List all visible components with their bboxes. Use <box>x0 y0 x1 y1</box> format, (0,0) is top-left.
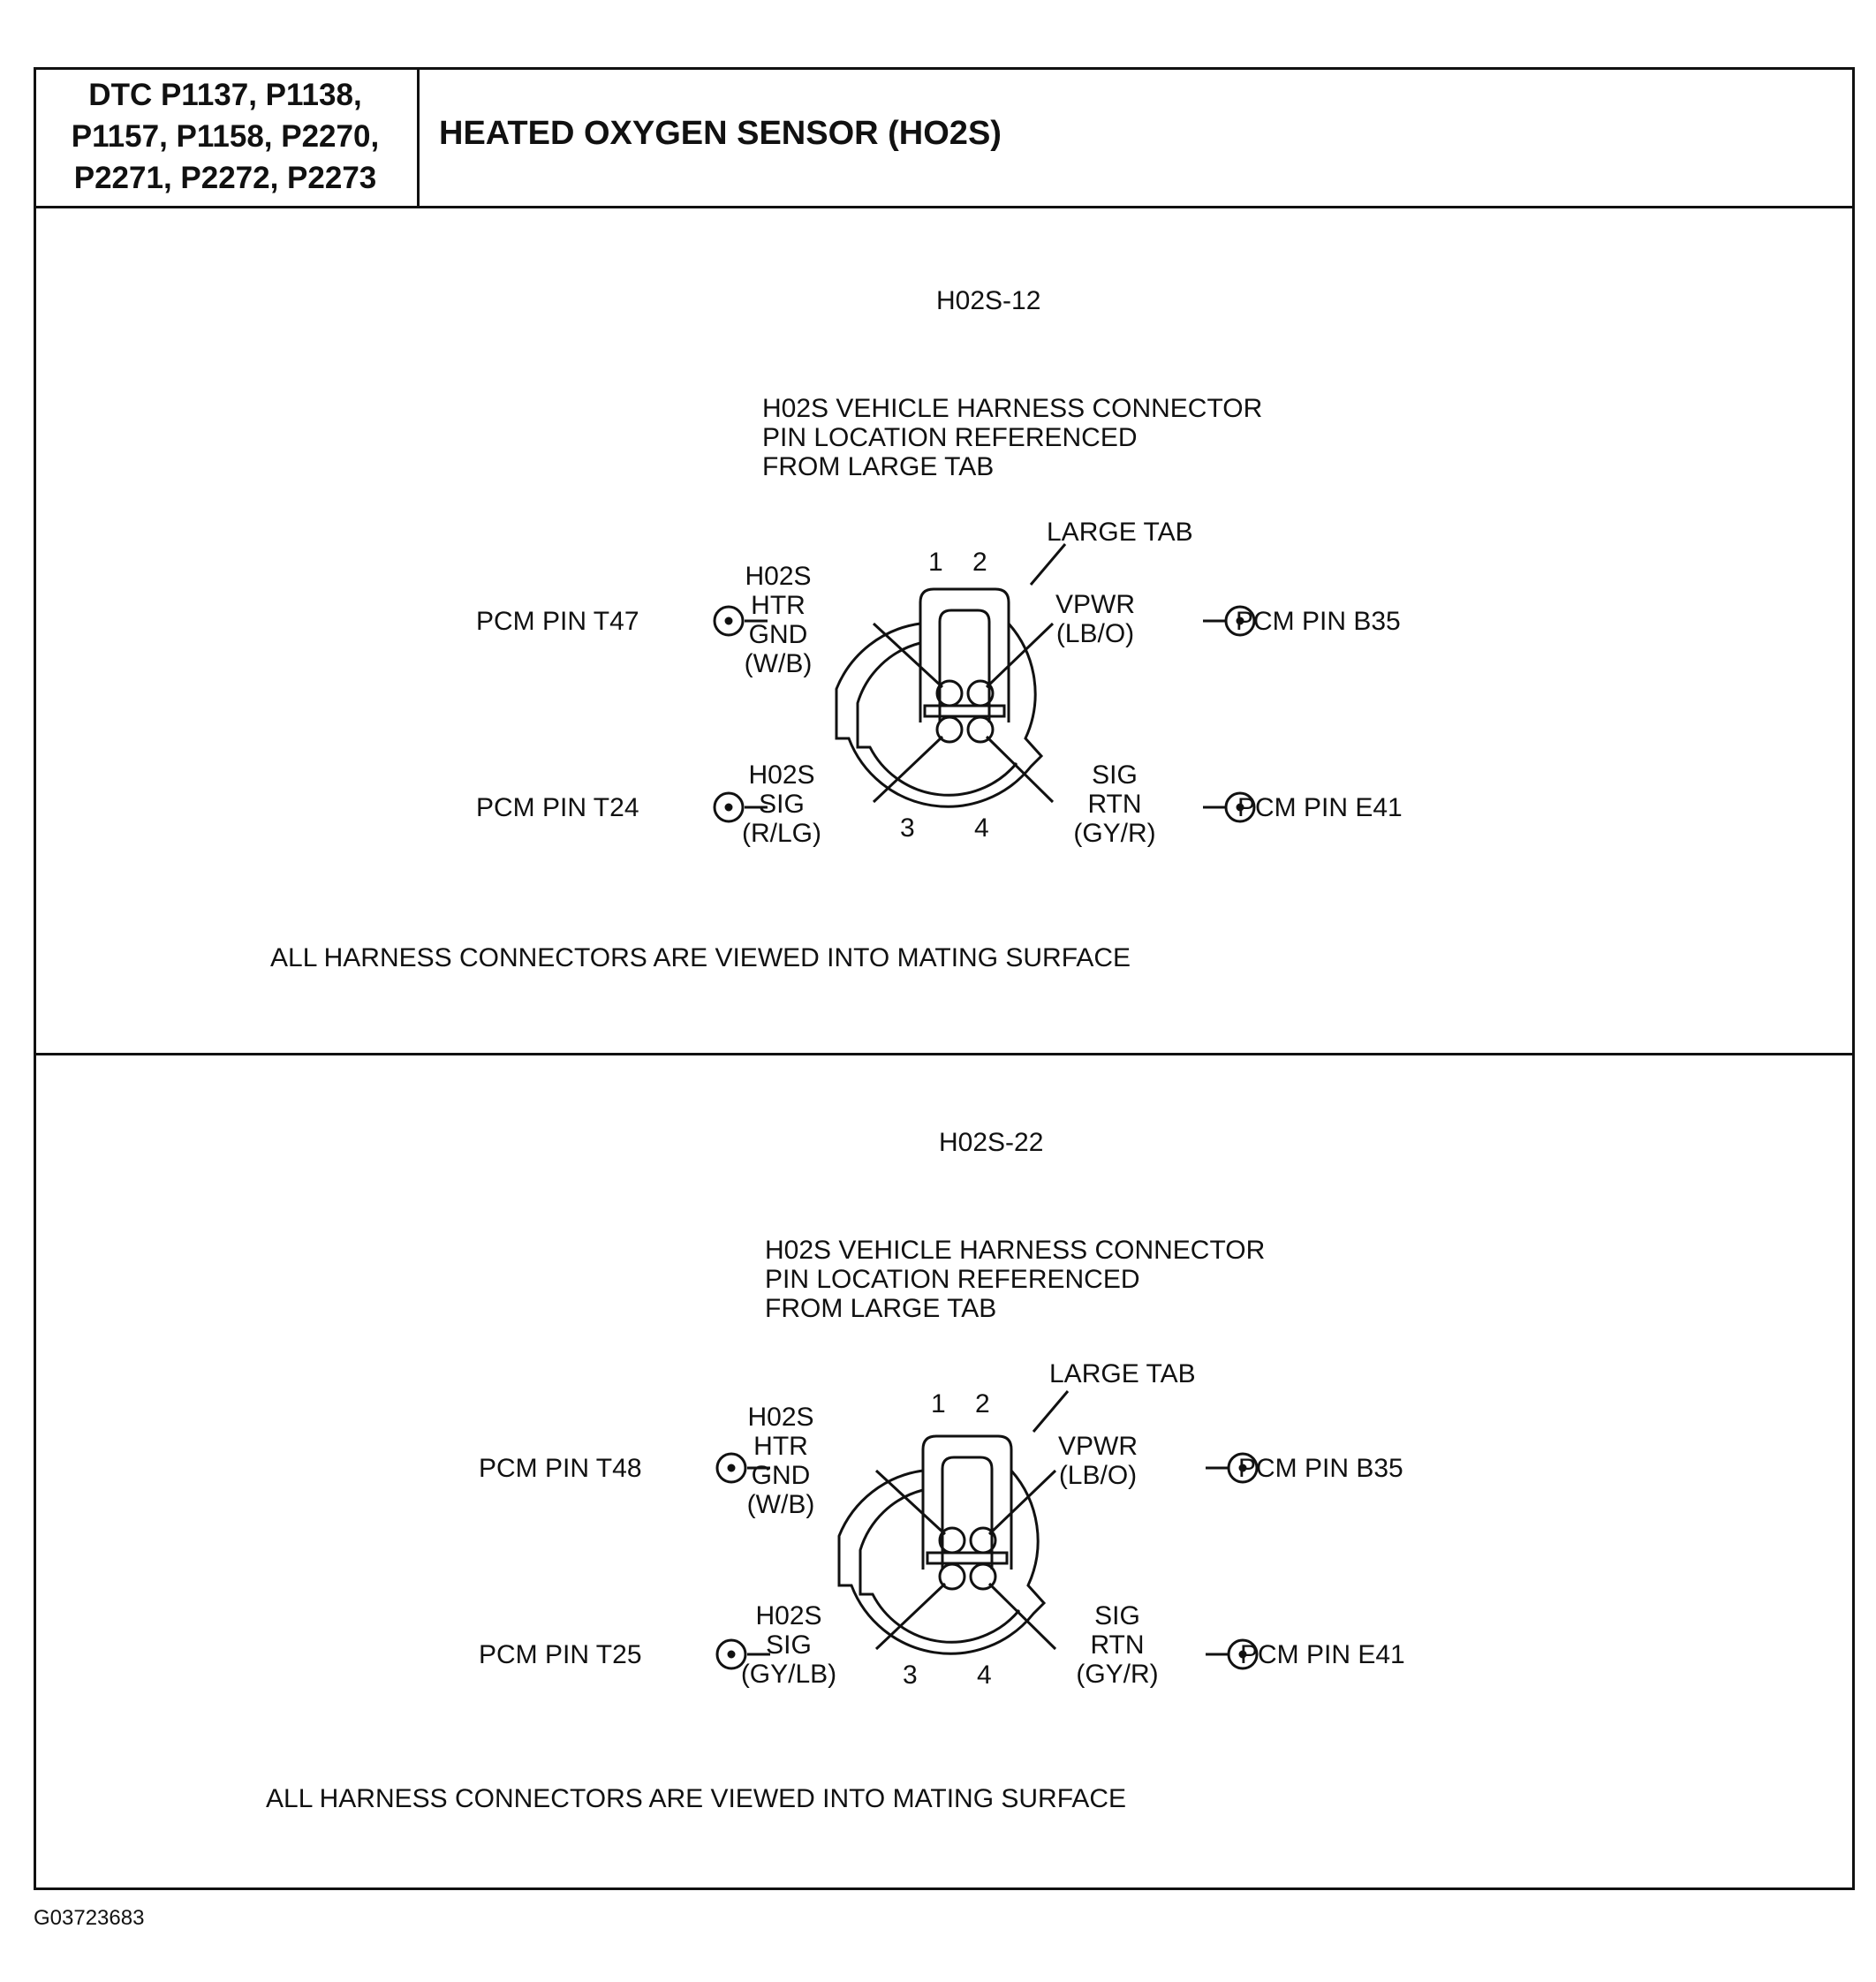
pin-number: 2 <box>972 548 987 577</box>
pcm-pin-label: PCM PIN E41 <box>1237 793 1403 822</box>
signal-label: H02S SIG (GY/LB) <box>740 1601 837 1689</box>
dtc-line: P2271, P2272, P2273 <box>73 161 377 195</box>
pin-number: 2 <box>975 1389 990 1418</box>
signal-label: H02S SIG (R/LG) <box>742 760 821 848</box>
pcm-pin-label: PCM PIN T25 <box>479 1640 642 1669</box>
leader-large-tab <box>1033 1391 1068 1432</box>
signal-label: VPWR (LB/O) <box>1058 1432 1138 1490</box>
terminal-dot <box>726 618 731 624</box>
dtc-code-cell <box>34 67 420 208</box>
large-tab-label: LARGE TAB <box>1049 1359 1196 1388</box>
connector-drawing <box>36 1055 1852 1887</box>
pin-bar <box>925 706 1004 716</box>
caption-line: FROM LARGE TAB <box>762 452 995 481</box>
leader-top-right <box>989 1471 1055 1534</box>
caption-line: FROM LARGE TAB <box>765 1294 997 1323</box>
caption-line: H02S VEHICLE HARNESS CONNECTOR <box>765 1236 1266 1265</box>
terminal-dot <box>726 805 731 810</box>
pcm-pin-label: PCM PIN T47 <box>476 607 639 636</box>
sensor-id: H02S-22 <box>939 1128 1044 1157</box>
pin-bar <box>927 1553 1007 1563</box>
connector-body-inner <box>858 643 1017 795</box>
signal-label: VPWR (LB/O) <box>1055 590 1135 648</box>
pcm-pin-label: PCM PIN B35 <box>1236 607 1401 636</box>
leader-bottom-right <box>989 1584 1055 1649</box>
pcm-pin-label: PCM PIN E41 <box>1240 1640 1405 1669</box>
dtc-line: DTC P1137, P1138, <box>88 78 362 112</box>
pcm-pin-label: PCM PIN T48 <box>479 1454 642 1483</box>
leader-bottom-left <box>876 1584 945 1649</box>
connector-panel-1 <box>36 208 1852 1053</box>
viewing-note: ALL HARNESS CONNECTORS ARE VIEWED INTO MATING SURFACE <box>266 1784 1127 1813</box>
connector-body-inner <box>860 1490 1019 1642</box>
caption-line: PIN LOCATION REFERENCED <box>762 423 1138 452</box>
signal-label: SIG RTN (GY/R) <box>1076 1601 1159 1689</box>
pin-number: 3 <box>903 1660 918 1690</box>
signal-label: H02S HTR GND (W/B) <box>744 562 813 678</box>
leader-top-left <box>874 624 942 687</box>
large-tab-label: LARGE TAB <box>1047 518 1193 547</box>
caption-line: H02S VEHICLE HARNESS CONNECTOR <box>762 394 1263 423</box>
terminal-dot <box>729 1652 734 1657</box>
pin-number: 4 <box>974 813 989 843</box>
leader-top-left <box>876 1471 945 1534</box>
leader-top-right <box>987 624 1053 687</box>
leader-bottom-right <box>987 737 1053 802</box>
pin-number: 4 <box>977 1660 992 1690</box>
pin-number: 1 <box>928 548 943 577</box>
terminal-dot <box>729 1465 734 1471</box>
dtc-line: P1157, P1158, P2270, <box>71 119 380 154</box>
pcm-pin-label: PCM PIN T24 <box>476 793 639 822</box>
leader-large-tab <box>1031 544 1065 585</box>
sensor-id: H02S-12 <box>936 286 1041 315</box>
pin-number: 1 <box>931 1389 946 1418</box>
connector-panel-2 <box>36 1055 1852 1887</box>
graphic-id: G03723683 <box>34 1906 145 1930</box>
viewing-note: ALL HARNESS CONNECTORS ARE VIEWED INTO MATING SURFACE <box>270 943 1131 972</box>
pcm-pin-label: PCM PIN B35 <box>1238 1454 1403 1483</box>
caption-line: PIN LOCATION REFERENCED <box>765 1265 1140 1294</box>
signal-label: H02S HTR GND (W/B) <box>746 1403 815 1519</box>
leader-bottom-left <box>874 737 942 802</box>
connector-drawing <box>36 208 1852 1053</box>
signal-label: SIG RTN (GY/R) <box>1073 760 1156 848</box>
pin-number: 3 <box>900 813 915 843</box>
page-title: HEATED OXYGEN SENSOR (HO2S) <box>439 115 1002 152</box>
